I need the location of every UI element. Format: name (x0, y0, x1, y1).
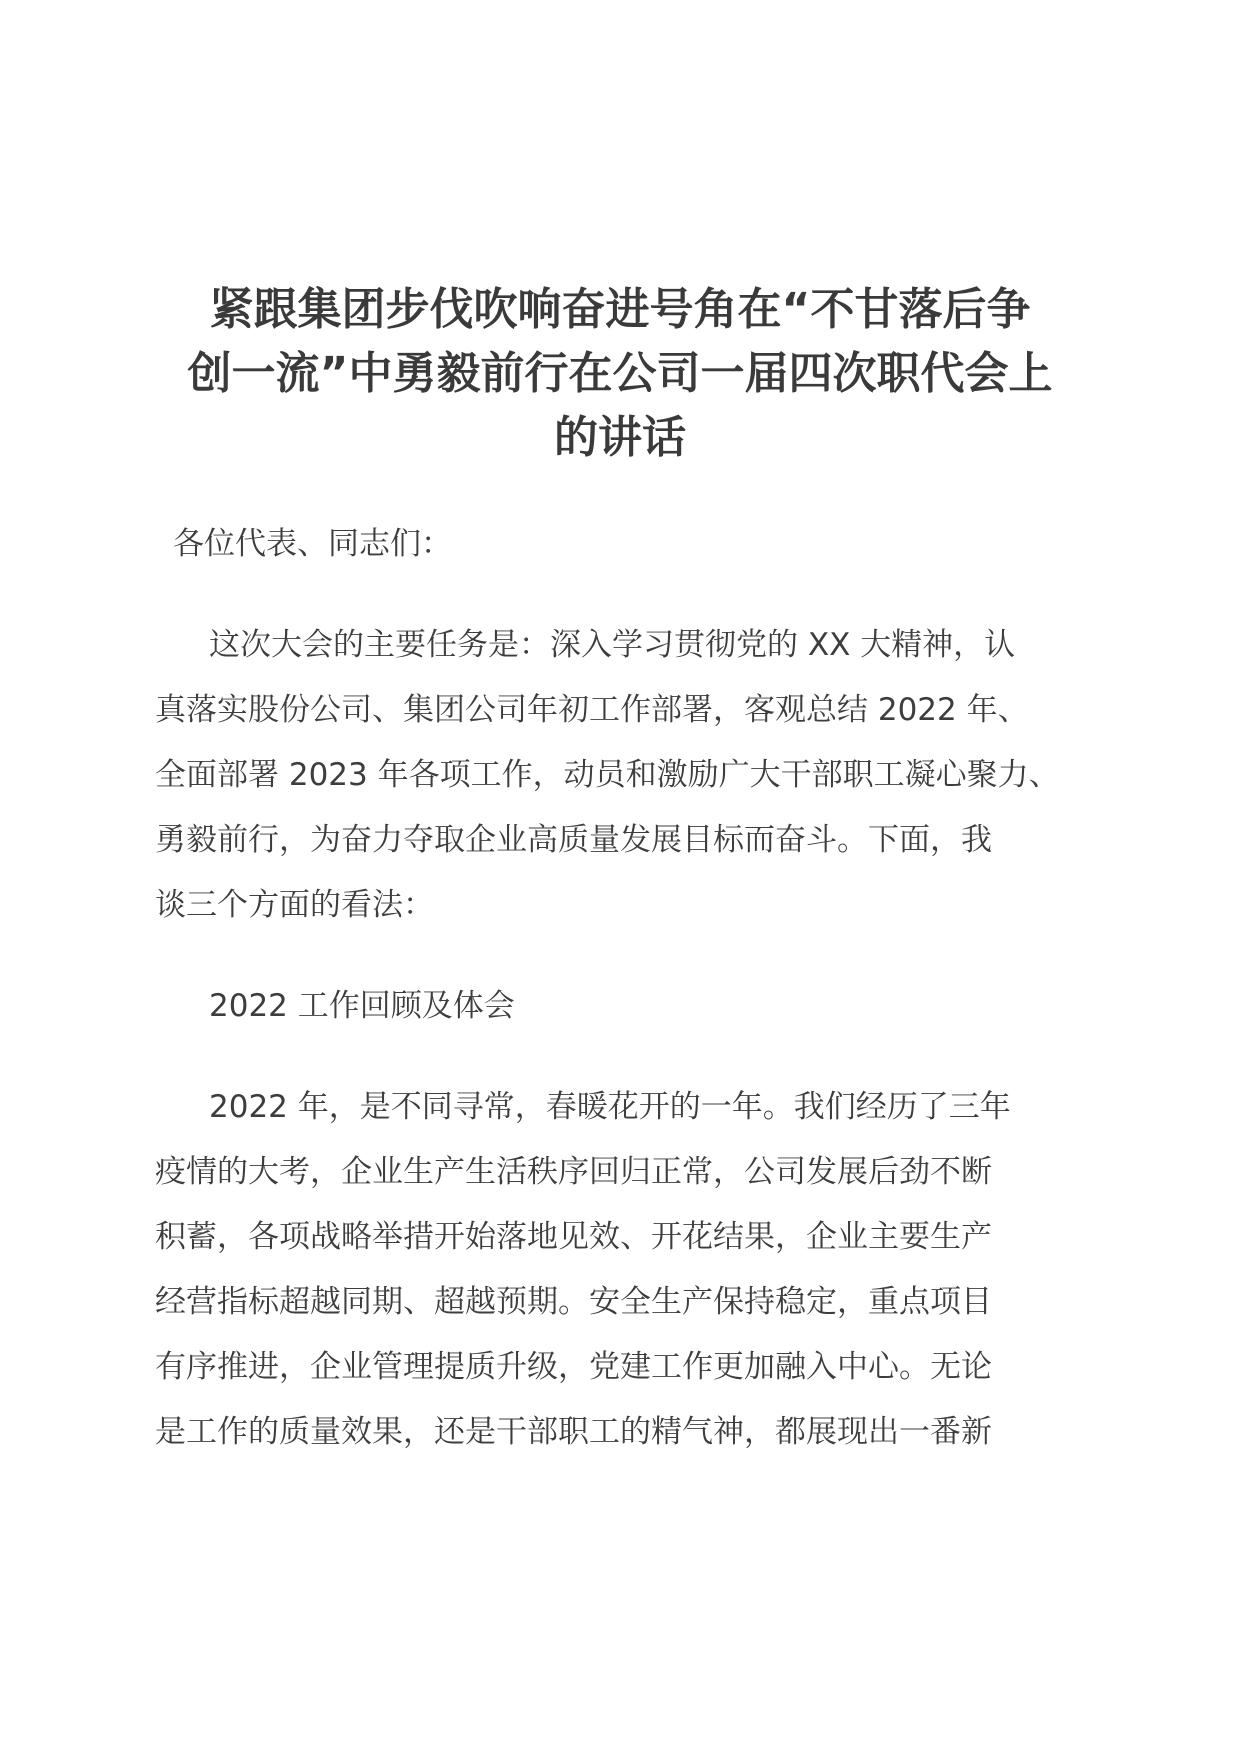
title-line: 创一流”中勇毅前行在公司一届四次职代会上 (187, 348, 1053, 399)
paragraph-line: 勇毅前行，为奋力夺取企业高质量发展目标而奋斗。下面，我 (155, 822, 992, 858)
paragraph-line: 经营指标超越同期、超越预期。安全生产保持稳定，重点项目 (155, 1284, 992, 1320)
paragraph-intro (155, 613, 1115, 938)
greeting: 各位代表、同志们： (173, 526, 452, 562)
paragraph-line: 这次大会的主要任务是：深入学习贯彻党的 XX 大精神，认 (209, 627, 1016, 663)
document-title (150, 278, 1090, 470)
paragraph-line: 真落实股份公司、集团公司年初工作部署，客观总结 2022 年、 (155, 692, 1029, 728)
paragraph-review (155, 1075, 1115, 1465)
title-line: 的讲话 (554, 412, 686, 463)
paragraph-line: 2022 年，是不同寻常，春暖花开的一年。我们经历了三年 (209, 1089, 1011, 1125)
paragraph-line: 全面部署 2023 年各项工作，动员和激励广大干部职工凝心聚力、 (155, 757, 1060, 793)
title-line: 紧跟集团步伐吹响奋进号角在“不甘落后争 (209, 284, 1031, 335)
section-heading: 2022 工作回顾及体会 (209, 988, 515, 1024)
paragraph-line: 谈三个方面的看法： (155, 887, 434, 923)
paragraph-line: 积蓄，各项战略举措开始落地见效、开花结果，企业主要生产 (155, 1219, 992, 1255)
paragraph-line: 有序推进，企业管理提质升级，党建工作更加融入中心。无论 (155, 1349, 992, 1385)
paragraph-line: 疫情的大考，企业生产生活秩序回归正常，公司发展后劲不断 (155, 1154, 992, 1190)
paragraph-line: 是工作的质量效果，还是干部职工的精气神，都展现出一番新 (155, 1414, 992, 1450)
